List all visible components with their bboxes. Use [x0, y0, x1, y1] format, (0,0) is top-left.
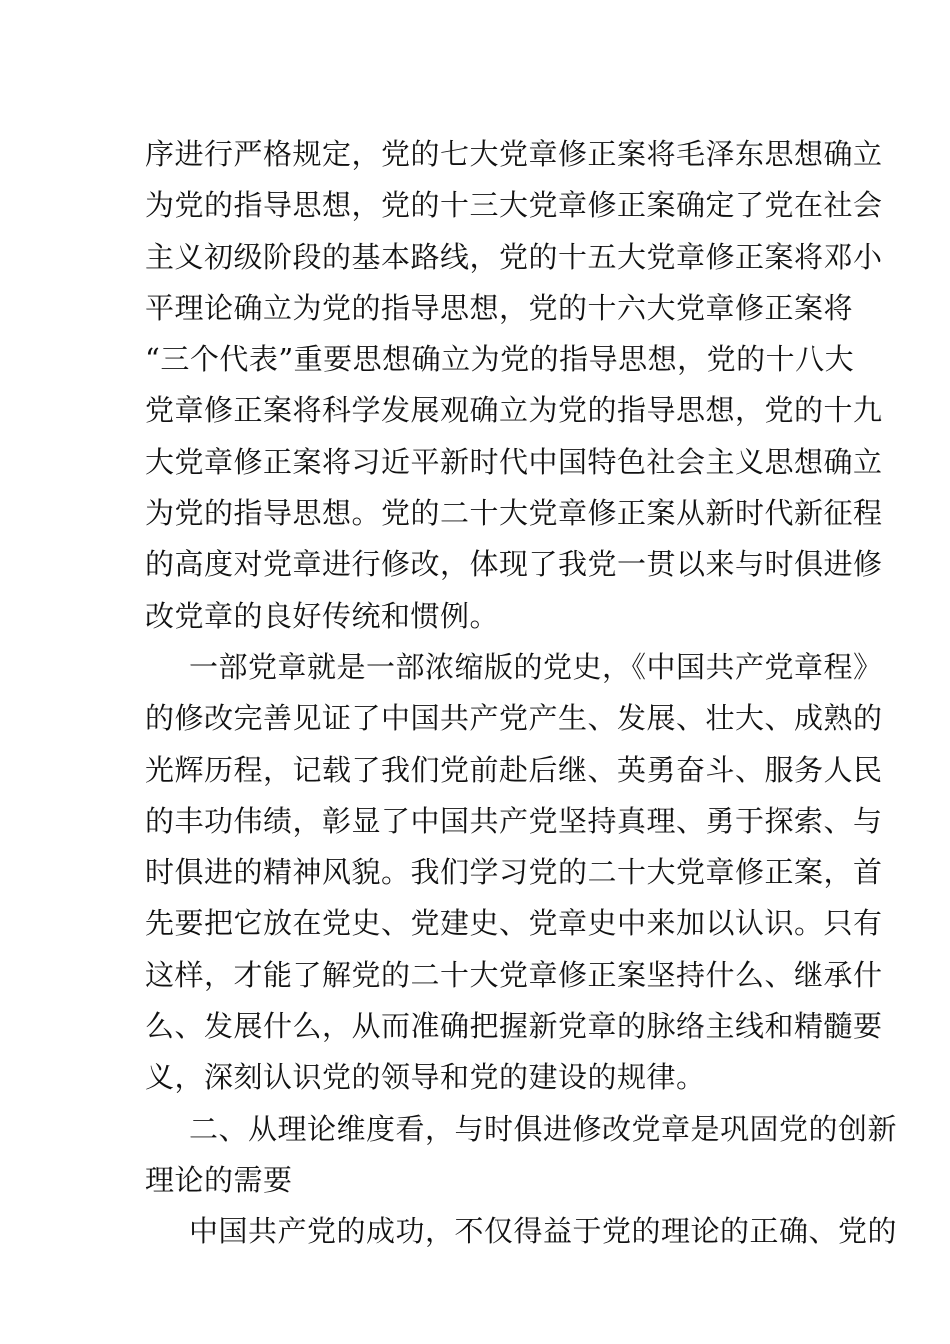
text-line: 么、发展什么，从而准确把握新党章的脉络主线和精髓要 — [145, 1009, 883, 1044]
text-line: 时俱进的精神风貌。我们学习党的二十大党章修正案，首 — [145, 855, 883, 890]
text-line: 平理论确立为党的指导思想，党的十六大党章修正案将 — [145, 290, 854, 325]
text-line: 党章修正案将科学发展观确立为党的指导思想，党的十九 — [145, 393, 883, 428]
paragraph-party-constitution-history — [145, 642, 883, 1104]
text-line: 的丰功伟绩，彰显了中国共产党坚持真理、勇于探索、与 — [145, 803, 883, 838]
text-line: 的修改完善见证了中国共产党产生、发展、壮大、成熟的 — [145, 701, 883, 736]
document-body — [145, 129, 898, 1258]
section-heading-theory — [145, 1104, 898, 1207]
text-line: 为党的指导思想。党的二十大党章修正案从新时代新征程 — [145, 496, 883, 531]
text-line: 大党章修正案将习近平新时代中国特色社会主义思想确立 — [145, 444, 883, 479]
text-line: 义，深刻认识党的领导和党的建设的规律。 — [145, 1060, 706, 1095]
text-line: 一部党章就是一部浓缩版的党史，《中国共产党章程》 — [189, 649, 883, 684]
text-line: 序进行严格规定，党的七大党章修正案将毛泽东思想确立 — [145, 137, 883, 171]
heading-line: 理论的需要 — [145, 1162, 293, 1197]
text-line: 主义初级阶段的基本路线，党的十五大党章修正案将邓小 — [145, 239, 883, 274]
text-line: 改党章的良好传统和惯例。 — [145, 598, 500, 633]
text-line: 先要把它放在党史、党建史、党章史中来加以认识。只有 — [145, 906, 883, 941]
text-line: 为党的指导思想，党的十三大党章修正案确定了党在社会 — [145, 188, 883, 223]
text-line: “三个代表”重要思想确立为党的指导思想，党的十八大 — [145, 342, 855, 377]
text-line: 中国共产党的成功，不仅得益于党的理论的正确、党的 — [189, 1214, 898, 1249]
paragraph-party-success — [145, 1206, 898, 1257]
heading-line: 二、从理论维度看，与时俱进修改党章是巩固党的创新 — [189, 1111, 898, 1146]
paragraph-history-amendments — [145, 129, 883, 642]
text-line: 这样，才能了解党的二十大党章修正案坚持什么、继承什 — [145, 957, 883, 992]
text-line: 光辉历程，记载了我们党前赴后继、英勇奋斗、服务人民 — [145, 752, 883, 787]
text-line: 的高度对党章进行修改，体现了我党一贯以来与时俱进修 — [145, 547, 883, 582]
